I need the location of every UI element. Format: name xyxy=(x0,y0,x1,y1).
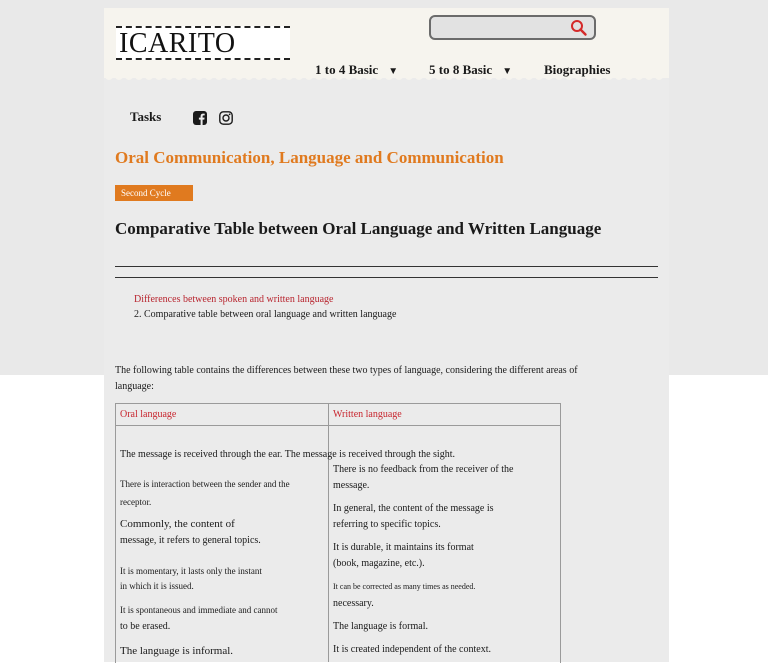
table-cell: There is no feedback from the receiver of the xyxy=(333,464,514,475)
nav-label: Biographies xyxy=(544,62,611,77)
search-box xyxy=(429,15,596,40)
nav-item-5-to-8-basic[interactable] xyxy=(429,62,512,78)
logo-text: ICARITO xyxy=(119,28,236,59)
table-cell: It is spontaneous and immediate and cannot xyxy=(120,605,278,615)
table-cell: It is created independent of the context. xyxy=(333,644,491,655)
table-cell: referring to specific topics. xyxy=(333,519,441,530)
table-header-oral: Oral language xyxy=(120,409,177,420)
chevron-down-icon: ▼ xyxy=(388,66,399,77)
table-cell: In general, the content of the message is xyxy=(333,503,494,514)
cycle-badge[interactable]: Second Cycle xyxy=(115,185,193,201)
table-cell: There is interaction between the sender and the xyxy=(120,479,290,489)
divider xyxy=(115,277,658,278)
table-cell: necessary. xyxy=(333,598,374,609)
article-title: Comparative Table between Oral Language and Written Language xyxy=(115,219,602,238)
nav-item-1-to-4-basic[interactable] xyxy=(315,62,398,78)
section-title: Oral Communication, Language and Communication xyxy=(115,148,504,167)
table-cell: It can be corrected as many times as needed. xyxy=(333,582,476,591)
table-cell: The language is formal. xyxy=(333,621,428,632)
site-logo[interactable] xyxy=(116,26,290,60)
intro-paragraph: The following table contains the differences between these two types of language, considering the different areas of language: xyxy=(115,365,578,392)
table-header-written: Written language xyxy=(333,409,402,420)
nav-label: 5 to 8 Basic xyxy=(429,62,493,77)
divider xyxy=(115,266,658,267)
table-cell: to be erased. xyxy=(120,621,171,632)
table-cell: in which it is issued. xyxy=(120,581,194,591)
table-column-divider xyxy=(328,403,329,662)
table-cell: It is momentary, it lasts only the instant xyxy=(120,566,262,576)
toc-item-comparative-table: 2. Comparative table between oral language and written language xyxy=(134,309,397,320)
table-cell: receptor. xyxy=(120,497,152,507)
nav-item-biographies[interactable] xyxy=(544,62,610,78)
table-header-divider xyxy=(115,425,561,426)
tasks-link[interactable]: Tasks xyxy=(130,109,162,124)
table-cell: Commonly, the content of xyxy=(120,518,235,530)
table-cell: The language is informal. xyxy=(120,645,234,657)
facebook-icon[interactable] xyxy=(193,111,207,125)
table-cell: It is durable, it maintains its format xyxy=(333,542,474,553)
nav-label: 1 to 4 Basic xyxy=(315,62,379,77)
search-icon[interactable] xyxy=(570,19,588,37)
table-cell: message, it refers to general topics. xyxy=(120,535,261,546)
table-cell: The message is received through the ear. The message is received through the sight. xyxy=(120,449,455,460)
toc-link-differences[interactable]: Differences between spoken and written language xyxy=(134,294,334,305)
search-input[interactable] xyxy=(435,19,564,38)
table-cell: message. xyxy=(333,480,370,491)
table-cell: (book, magazine, etc.). xyxy=(333,558,425,569)
chevron-down-icon: ▼ xyxy=(502,66,513,77)
instagram-icon[interactable] xyxy=(219,111,233,125)
